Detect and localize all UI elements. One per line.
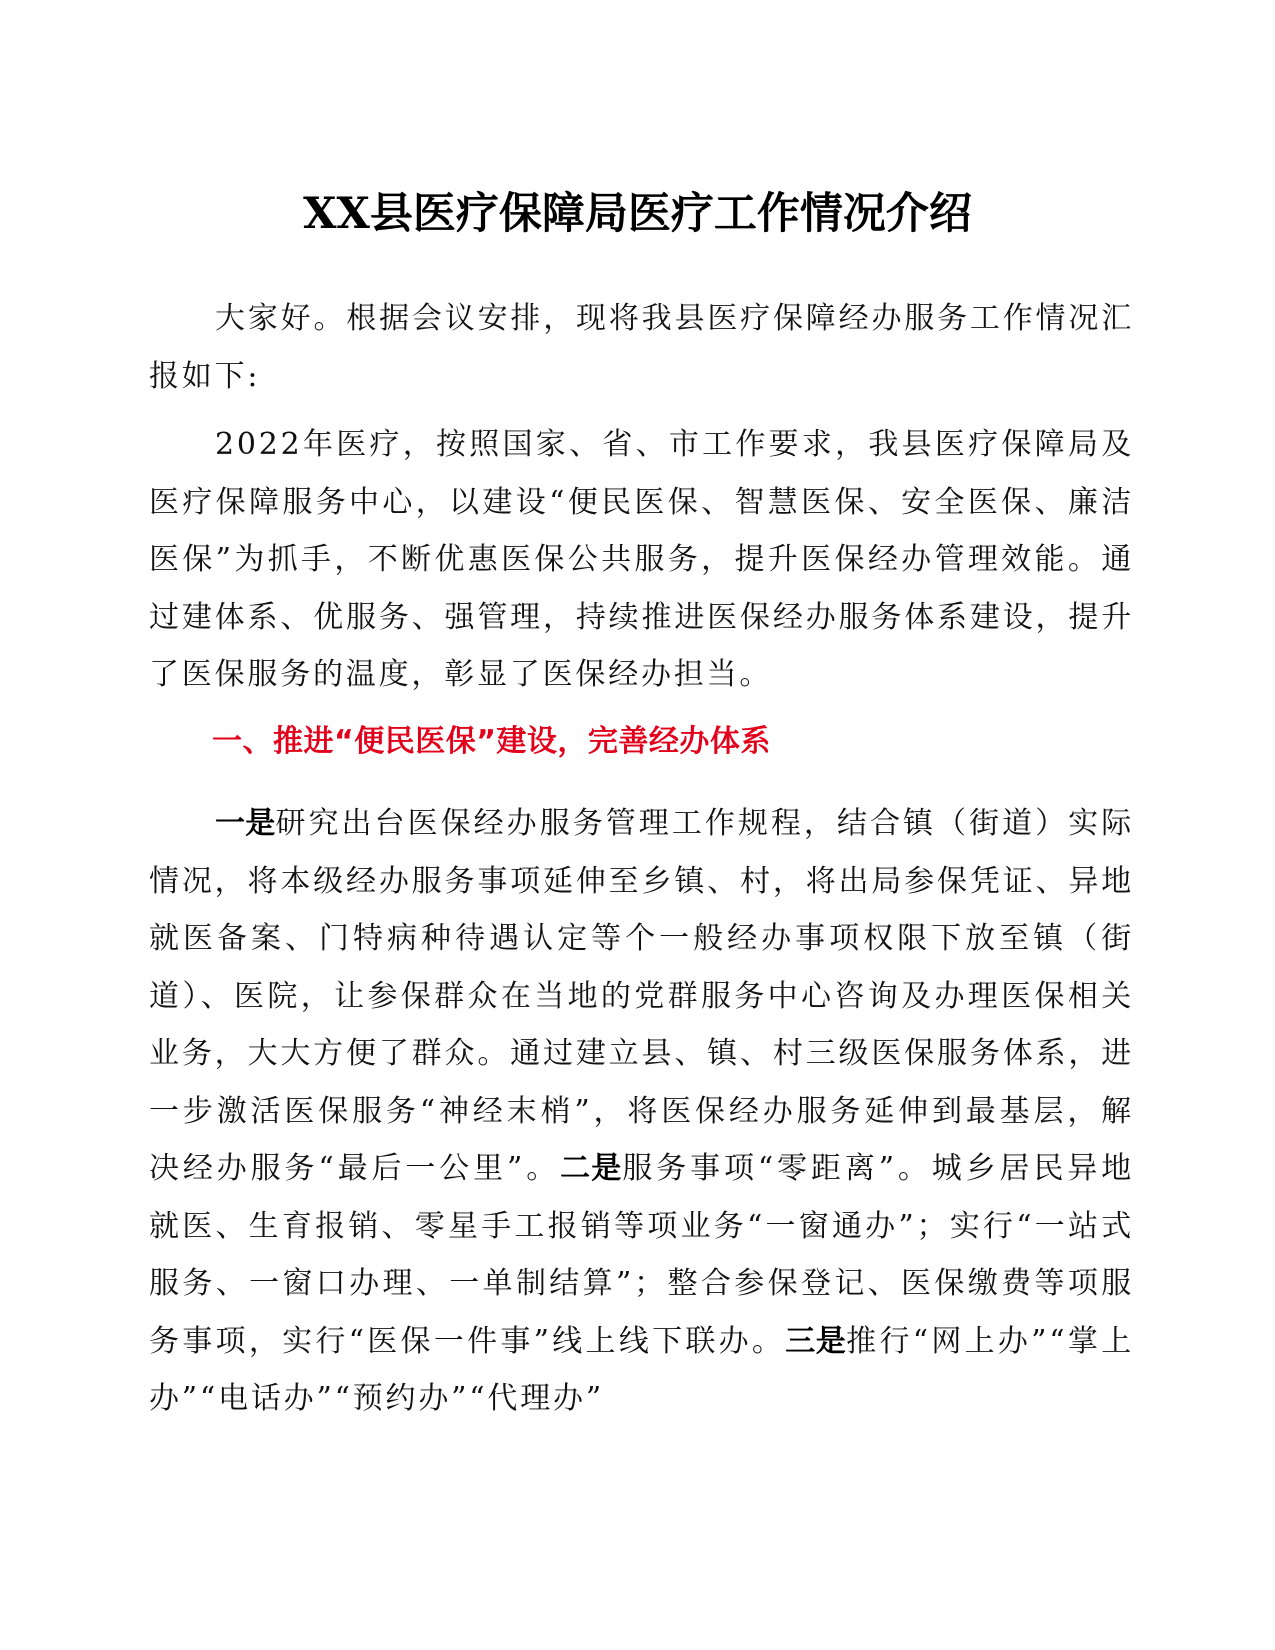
point-three-text: 推行“网上办”“掌上办”“电话办”“预约办”“代理办” bbox=[149, 1323, 1134, 1416]
point-three-label: 三是 bbox=[785, 1323, 847, 1359]
intro-paragraph: 大家好。根据会议安排，现将我县医疗保障经办服务工作情况汇报如下: bbox=[149, 301, 1134, 394]
point-one-text: 研究出台医保经办服务管理工作规程，结合镇（街道）实际情况，将本级经办服务事项延伸至乡镇、村，将出局参保凭证、异地就医备案、门特病种待遇认定等个一般经办事项权限下放至镇（街道）、医院，让参保群众在当地的党群服务中心咨询及办理医保相关业务，大大方便了群众。通过建立县、镇、村三级医保服务体系，进一步激活医保服务“神经末梢”，将医保经办服务延伸到最基层，解决经办服务“最后一公里”。 bbox=[149, 806, 1134, 1186]
section-heading: 一、推进“便民医保”建设，完善经办体系 bbox=[212, 724, 771, 759]
overview-paragraph: 2022年医疗，按照国家、省、市工作要求，我县医疗保障局及医疗保障服务中心，以建设“便民医保、智慧医保、安全医保、廉洁医保”为抓手，不断优惠医保公共服务，提升医保经办管理效能。通过建体系、优服务、强管理，持续推进医保经办服务体系建设，提升了医保服务的温度，彰显了医保经办担当。 bbox=[149, 427, 1134, 692]
point-two-text: 服务事项“零距离”。城乡居民异地就医、生育报销、零星手工报销等项业务“一窗通办”；实行“一站式服务、一窗口办理、一单制结算”；整合参保登记、医保缴费等项服务事项，实行“医保一件事”线上线下联办。 bbox=[149, 1151, 1135, 1359]
point-one-label: 一是 bbox=[215, 806, 276, 841]
document-title: XX县医疗保障局医疗工作情况介绍 bbox=[303, 189, 972, 239]
section-paragraph bbox=[149, 795, 1134, 1428]
point-two-label: 二是 bbox=[560, 1151, 623, 1186]
